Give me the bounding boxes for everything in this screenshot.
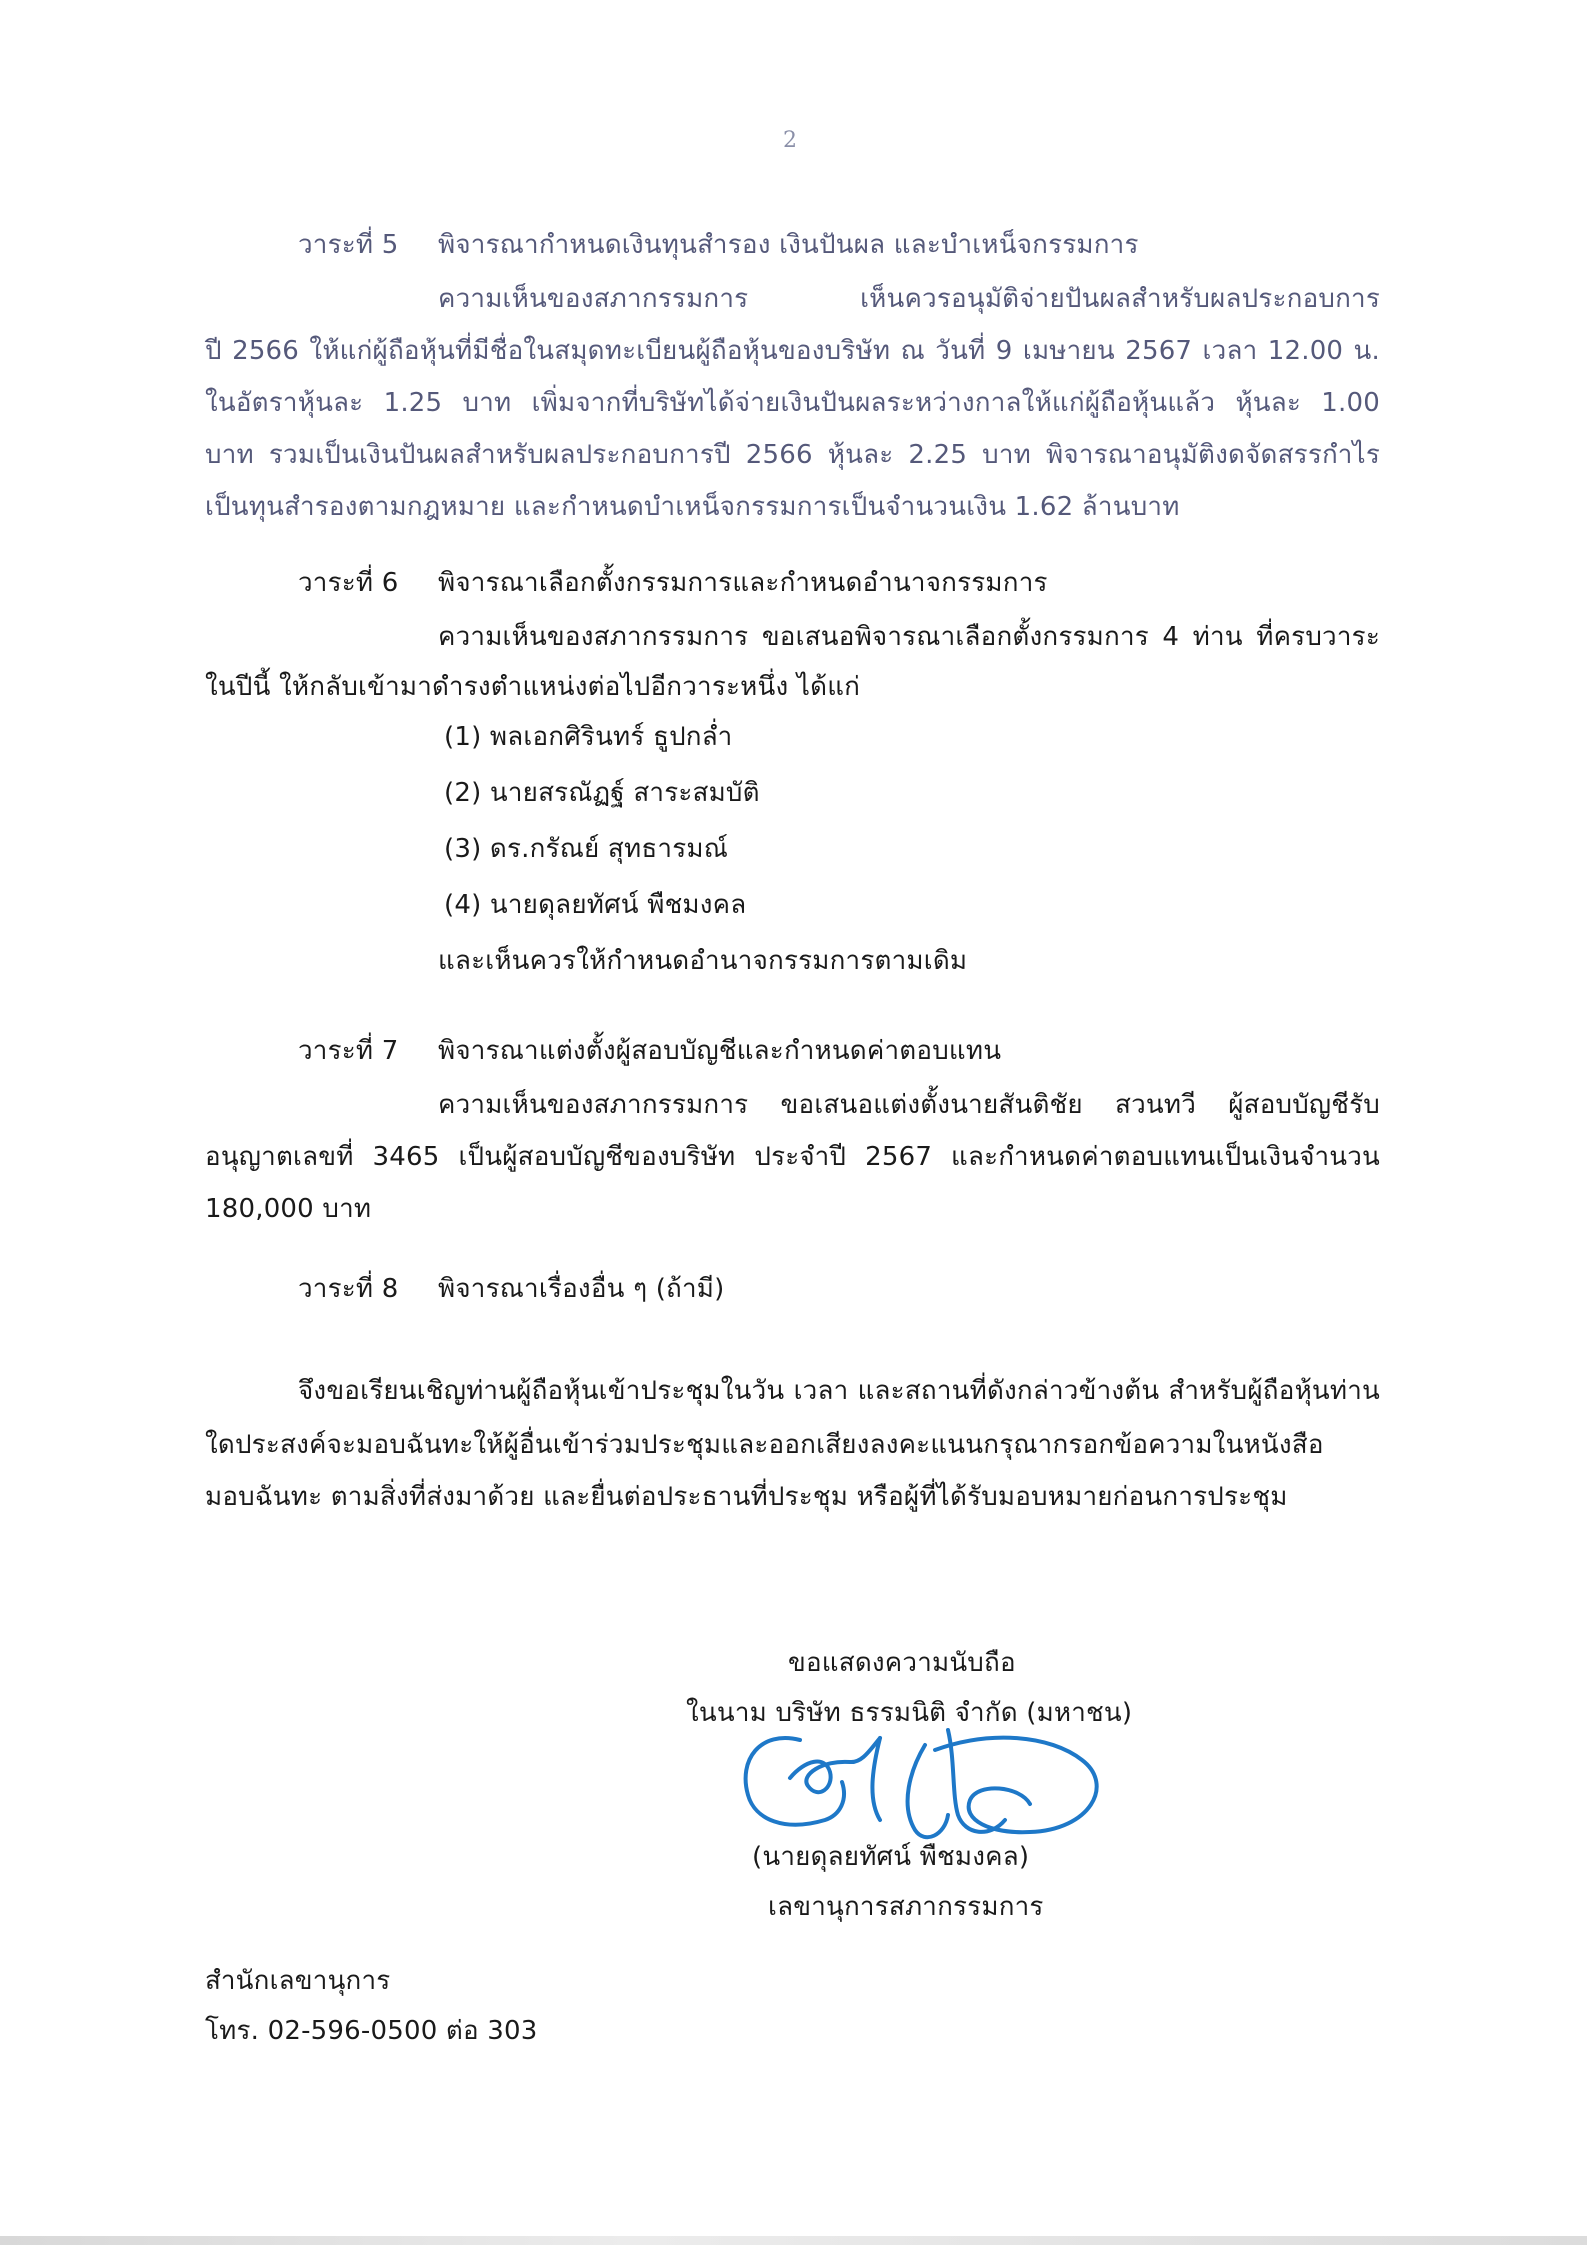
agenda7-line-2: อนุญาตเลขที่ 3465 เป็นผู้สอบบัญชีของบริษัท ประจำปี 2567 และกำหนดค่าตอบแทนเป็นเงินจำนวน <box>205 1142 1380 1172</box>
agenda6-line-2: ในปีนี้ ให้กลับเข้ามาดำรงตำแหน่งต่อไปอีกวาระหนึ่ง ได้แก่ <box>205 672 861 702</box>
agenda6-label: วาระที่ 6 <box>298 568 399 598</box>
signer-name: (นายดุลยทัศน์ พืชมงคล) <box>752 1842 1030 1872</box>
agenda5-line-5: เป็นทุนสำรองตามกฎหมาย และกำหนดบำเหน็จกรรมการเป็นจำนวนเงิน 1.62 ล้านบาท <box>205 492 1180 522</box>
agenda5-line-2: ปี 2566 ให้แก่ผู้ถือหุ้นที่มีชื่อในสมุดทะเบียนผู้ถือหุ้นของบริษัท ณ วันที่ 9 เมษายน 2567 เวลา 12.00 น. <box>205 336 1380 366</box>
office-phone: โทร. 02-596-0500 ต่อ 303 <box>205 2016 538 2046</box>
nominee-3: (3) ดร.กรัณย์ สุทธารมณ์ <box>444 834 729 864</box>
agenda5-label: วาระที่ 5 <box>298 230 399 260</box>
invitation-line-3: มอบฉันทะ ตามสิ่งที่ส่งมาด้วย และยื่นต่อประธานที่ประชุม หรือผู้ที่ได้รับมอบหมายก่อนการประชุม <box>205 1482 1288 1512</box>
invitation-line-2: ใดประสงค์จะมอบฉันทะให้ผู้อื่นเข้าร่วมประชุมและออกเสียงลงคะแนนกรุณากรอกข้อความในหนังสือ <box>205 1430 1324 1460</box>
agenda6-closing: และเห็นควรให้กำหนดอำนาจกรรมการตามเดิม <box>438 946 968 976</box>
nominee-1: (1) พลเอกศิรินทร์ ธูปกล่ำ <box>444 722 733 752</box>
agenda7-label: วาระที่ 7 <box>298 1036 399 1066</box>
agenda5-line-3: ในอัตราหุ้นละ 1.25 บาท เพิ่มจากที่บริษัทได้จ่ายเงินปันผลระหว่างกาลให้แก่ผู้ถือหุ้นแล้ว หุ้นละ 1.00 <box>205 388 1380 418</box>
agenda7-line-1: ความเห็นของสภากรรมการ ขอเสนอแต่งตั้งนายสันติชัย สวนทวี ผู้สอบบัญชีรับ <box>438 1090 1380 1120</box>
nominee-2: (2) นายสรณัฏฐ์ สาระสมบัติ <box>444 778 760 808</box>
nominee-4: (4) นายดุลยทัศน์ พืชมงคล <box>444 890 747 920</box>
agenda6-line-1: ความเห็นของสภากรรมการ ขอเสนอพิจารณาเลือกตั้งกรรมการ 4 ท่าน ที่ครบวาระ <box>438 622 1380 652</box>
agenda6-title: พิจารณาเลือกตั้งกรรมการและกำหนดอำนาจกรรมการ <box>438 568 1048 598</box>
scan-edge <box>0 2236 1587 2245</box>
on-behalf: ในนาม บริษัท ธรรมนิติ จำกัด (มหาชน) <box>686 1698 1133 1728</box>
regards: ขอแสดงความนับถือ <box>788 1648 1016 1678</box>
signer-title: เลขานุการสภากรรมการ <box>768 1892 1044 1922</box>
agenda5-title: พิจารณากำหนดเงินทุนสำรอง เงินปันผล และบำเหน็จกรรมการ <box>438 230 1139 260</box>
agenda5-line-1: ความเห็นของสภากรรมการ เห็นควรอนุมัติจ่ายปันผลสำหรับผลประกอบการ <box>438 284 1380 314</box>
office-name: สำนักเลขานุการ <box>205 1966 391 1996</box>
invitation-line-1: จึงขอเรียนเชิญท่านผู้ถือหุ้นเข้าประชุมในวัน เวลา และสถานที่ดังกล่าวข้างต้น สำหรับผู้ถือหุ้นท่าน <box>298 1376 1380 1406</box>
agenda5-line-4: บาท รวมเป็นเงินปันผลสำหรับผลประกอบการปี 2566 หุ้นละ 2.25 บาท พิจารณาอนุมัติงดจัดสรรกำไร <box>205 440 1380 470</box>
page-number: 2 <box>783 128 797 153</box>
agenda7-title: พิจารณาแต่งตั้งผู้สอบบัญชีและกำหนดค่าตอบแทน <box>438 1036 1002 1066</box>
agenda7-line-3: 180,000 บาท <box>205 1194 372 1224</box>
agenda8-label: วาระที่ 8 <box>298 1274 399 1304</box>
agenda8-title: พิจารณาเรื่องอื่น ๆ (ถ้ามี) <box>438 1274 725 1304</box>
